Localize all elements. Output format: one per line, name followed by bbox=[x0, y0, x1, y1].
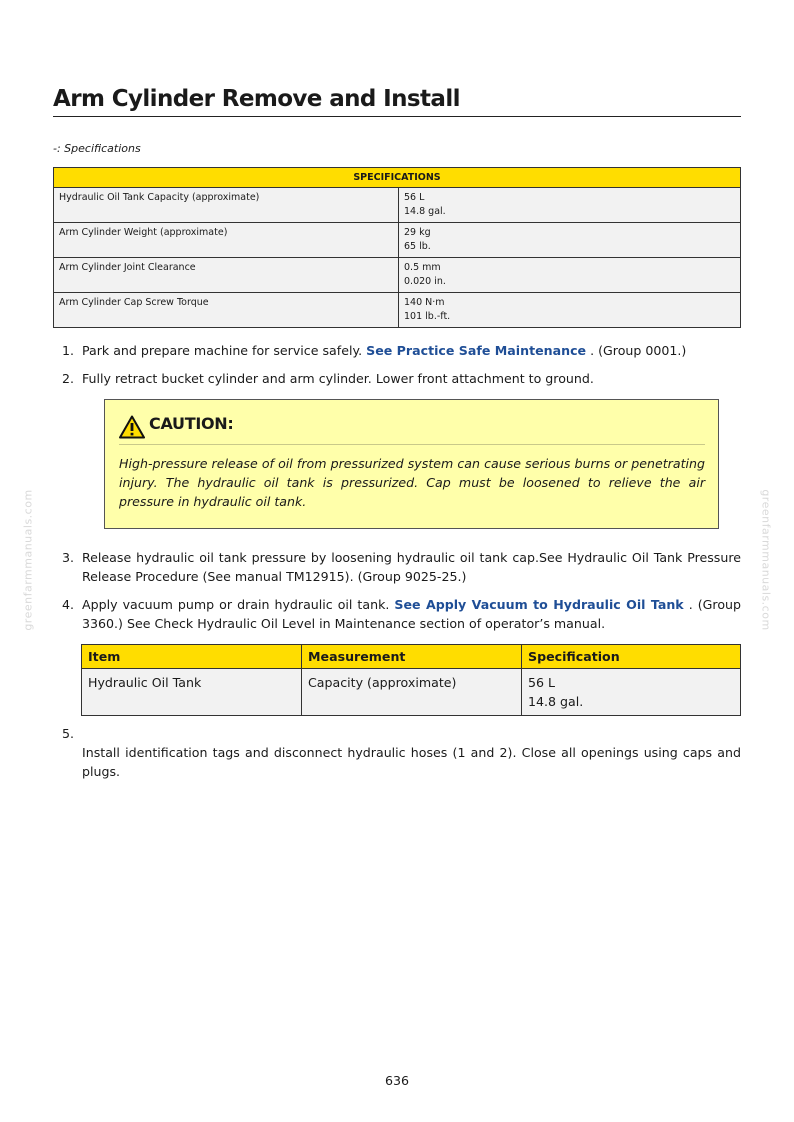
spec-label: Hydraulic Oil Tank Capacity (approximate) bbox=[54, 188, 399, 223]
step-number: 1. bbox=[62, 343, 75, 358]
spec-label: Arm Cylinder Weight (approximate) bbox=[54, 223, 399, 258]
table-row bbox=[54, 188, 741, 223]
spec-label: Arm Cylinder Cap Screw Torque bbox=[54, 293, 399, 328]
specifications-caption: -: Specifications bbox=[53, 142, 141, 155]
column-header-specification: Specification bbox=[522, 645, 741, 669]
specifications-table bbox=[53, 167, 741, 328]
step-4-text: Apply vacuum pump or drain hydraulic oil tank. bbox=[82, 597, 390, 612]
spec-value-imperial: 65 lb. bbox=[404, 241, 431, 252]
spec-label: Arm Cylinder Joint Clearance bbox=[54, 258, 399, 293]
table-row bbox=[54, 293, 741, 328]
step-number: 2. bbox=[62, 371, 75, 386]
step-text bbox=[82, 595, 741, 633]
spec-value bbox=[399, 258, 741, 293]
caution-box bbox=[104, 399, 719, 529]
step-1-after: . (Group 0001.) bbox=[590, 343, 687, 358]
table-row bbox=[54, 223, 741, 258]
table-row bbox=[54, 258, 741, 293]
spec-value-metric: 0.5 mm bbox=[404, 262, 441, 273]
caution-text: High-pressure release of oil from pressurized system can cause serious burns or penetrating injury. The hydraulic oil tank is pressurized. Cap must be loosened to relieve the air pressure in hydraulic oil tank. bbox=[119, 456, 705, 509]
caution-title: CAUTION: bbox=[149, 414, 234, 433]
spec-value-metric: 29 kg bbox=[404, 227, 431, 238]
step-text: Fully retract bucket cylinder and arm cylinder. Lower front attachment to ground. bbox=[82, 371, 594, 386]
specifications-header: SPECIFICATIONS bbox=[54, 168, 741, 188]
spec-imperial: 14.8 gal. bbox=[528, 694, 584, 709]
spec-value-imperial: 14.8 gal. bbox=[404, 206, 446, 217]
spec-value-imperial: 0.020 in. bbox=[404, 276, 446, 287]
step-text bbox=[82, 341, 741, 360]
spec-metric: 56 L bbox=[528, 675, 556, 690]
spec-value-metric: 140 N·m bbox=[404, 297, 445, 308]
specification-cell bbox=[522, 669, 741, 716]
step-text: Release hydraulic oil tank pressure by loosening hydraulic oil tank cap.See Hydraulic Oil Tank Pressure Release Procedure (See manual TM12915). (Group 9025-25.) bbox=[82, 550, 741, 584]
spec-value bbox=[399, 223, 741, 258]
warning-triangle-icon bbox=[119, 415, 145, 439]
page-title: Arm Cylinder Remove and Install bbox=[53, 86, 741, 117]
spec-value-imperial: 101 lb.-ft. bbox=[404, 311, 451, 322]
column-header-measurement: Measurement bbox=[302, 645, 522, 669]
step-1-text: Park and prepare machine for service safely. bbox=[82, 343, 363, 358]
measurement-table bbox=[81, 644, 741, 716]
table-row bbox=[82, 669, 741, 716]
page-number: 636 bbox=[384, 1073, 410, 1088]
apply-vacuum-link[interactable]: See Apply Vacuum to Hydraulic Oil Tank bbox=[394, 597, 684, 612]
spec-value bbox=[399, 188, 741, 223]
step-text: Install identification tags and disconnect hydraulic hoses (1 and 2). Close all openings using caps and plugs. bbox=[82, 745, 741, 779]
spec-value-metric: 56 L bbox=[404, 192, 425, 203]
item-cell: Hydraulic Oil Tank bbox=[82, 669, 302, 716]
step-4-after: . (Group 3360.) See Check Hydraulic Oil Level in Maintenance section of operator’s manual. bbox=[82, 597, 741, 631]
spec-value bbox=[399, 293, 741, 328]
step-number: 5. bbox=[62, 726, 75, 741]
practice-safe-maintenance-link[interactable]: See Practice Safe Maintenance bbox=[366, 343, 587, 358]
step-number: 3. bbox=[62, 550, 75, 565]
caution-header bbox=[119, 412, 705, 445]
measurement-cell: Capacity (approximate) bbox=[302, 669, 522, 716]
step-number: 4. bbox=[62, 597, 75, 612]
watermark-right: greenfarmmanuals.com bbox=[759, 489, 773, 631]
watermark-left: greenfarmmanuals.com bbox=[21, 489, 35, 631]
column-header-item: Item bbox=[82, 645, 302, 669]
